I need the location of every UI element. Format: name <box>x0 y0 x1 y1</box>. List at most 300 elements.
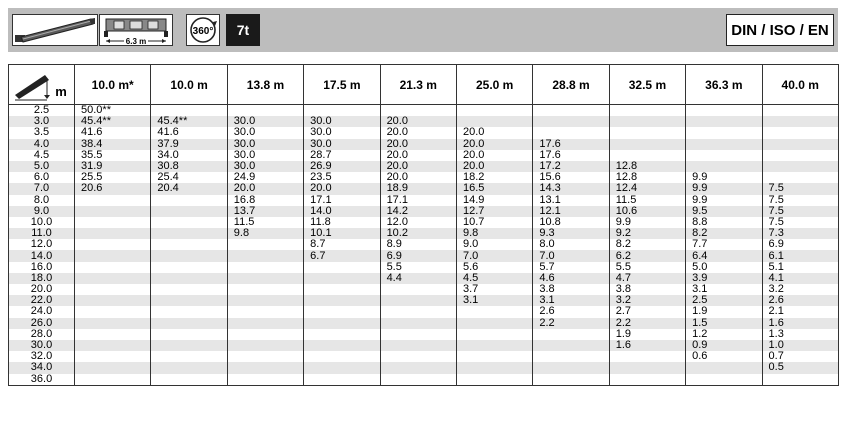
load-cell <box>456 318 532 329</box>
load-cell <box>456 362 532 373</box>
load-cell: 1.0 <box>762 340 838 351</box>
load-cell: 3.2 <box>762 284 838 295</box>
load-cell: 0.6 <box>686 351 762 362</box>
load-cell: 5.6 <box>456 262 532 273</box>
load-cell: 1.9 <box>609 329 685 340</box>
load-cell: 30.0 <box>227 116 303 127</box>
load-cell: 10.2 <box>380 228 456 239</box>
load-cell: 25.5 <box>75 172 151 183</box>
load-cell: 10.8 <box>533 217 609 228</box>
table-row <box>9 250 839 261</box>
radius-cell: 34.0 <box>9 362 75 373</box>
load-cell: 4.4 <box>380 273 456 284</box>
load-cell <box>227 262 303 273</box>
outrigger-span-label: 6.3 m <box>125 37 147 45</box>
load-cell <box>151 329 227 340</box>
load-cell: 11.5 <box>227 217 303 228</box>
load-cell <box>609 150 685 161</box>
load-cell: 5.7 <box>533 262 609 273</box>
load-cell <box>75 295 151 306</box>
load-cell <box>456 306 532 317</box>
load-cell: 31.9 <box>75 161 151 172</box>
load-cell <box>380 329 456 340</box>
table-row <box>9 273 839 284</box>
load-cell <box>75 340 151 351</box>
load-cell <box>227 284 303 295</box>
load-cell: 17.2 <box>533 161 609 172</box>
load-cell: 9.9 <box>686 183 762 194</box>
load-cell: 17.6 <box>533 139 609 150</box>
load-cell: 2.6 <box>533 306 609 317</box>
load-cell <box>686 116 762 127</box>
load-cell <box>533 127 609 138</box>
boom-length-header: 36.3 m <box>686 65 762 105</box>
load-cell: 7.0 <box>533 250 609 261</box>
table-row <box>9 161 839 172</box>
load-cell <box>304 351 380 362</box>
load-cell: 8.2 <box>609 239 685 250</box>
load-cell: 1.5 <box>686 318 762 329</box>
load-cell: 30.0 <box>304 127 380 138</box>
load-cell <box>762 105 838 117</box>
load-cell <box>227 329 303 340</box>
load-cell: 20.6 <box>75 183 151 194</box>
load-cell <box>304 318 380 329</box>
load-cell <box>151 374 227 386</box>
load-cell <box>380 105 456 117</box>
load-cell: 7.5 <box>762 206 838 217</box>
load-cell: 2.5 <box>686 295 762 306</box>
load-cell <box>686 127 762 138</box>
load-cell <box>304 284 380 295</box>
radius-cell: 2.5 <box>9 105 75 117</box>
load-cell: 30.0 <box>227 139 303 150</box>
load-cell: 1.6 <box>609 340 685 351</box>
boom-length-header: 10.0 m* <box>75 65 151 105</box>
load-cell <box>227 239 303 250</box>
boom-length-header: 40.0 m <box>762 65 838 105</box>
load-cell: 7.5 <box>762 217 838 228</box>
load-cell <box>304 105 380 117</box>
load-cell: 0.5 <box>762 362 838 373</box>
radius-cell: 3.5 <box>9 127 75 138</box>
load-cell: 20.0 <box>380 161 456 172</box>
load-cell <box>227 374 303 386</box>
radius-cell: 5.0 <box>9 161 75 172</box>
load-cell: 4.7 <box>609 273 685 284</box>
table-header-row <box>9 65 839 105</box>
table-row <box>9 374 839 386</box>
load-cell <box>762 150 838 161</box>
load-cell: 11.8 <box>304 217 380 228</box>
load-cell <box>380 362 456 373</box>
load-cell <box>75 217 151 228</box>
load-cell: 4.5 <box>456 273 532 284</box>
load-cell <box>762 139 838 150</box>
load-cell <box>380 374 456 386</box>
load-cell: 23.5 <box>304 172 380 183</box>
load-cell <box>151 228 227 239</box>
radius-cell: 10.0 <box>9 217 75 228</box>
load-cell <box>304 362 380 373</box>
table-row <box>9 228 839 239</box>
radius-cell: 11.0 <box>9 228 75 239</box>
boom-length-header: 32.5 m <box>609 65 685 105</box>
load-cell <box>75 374 151 386</box>
load-cell: 9.8 <box>227 228 303 239</box>
load-cell <box>609 362 685 373</box>
load-cell: 6.9 <box>762 239 838 250</box>
load-cell <box>151 217 227 228</box>
load-cell: 34.0 <box>151 150 227 161</box>
load-cell: 28.7 <box>304 150 380 161</box>
load-cell: 3.1 <box>686 284 762 295</box>
load-cell <box>686 362 762 373</box>
load-cell: 9.3 <box>533 228 609 239</box>
load-cell: 8.7 <box>304 239 380 250</box>
load-cell: 2.7 <box>609 306 685 317</box>
load-cell: 4.1 <box>762 273 838 284</box>
load-cell: 9.9 <box>686 172 762 183</box>
weight-badge: 7t <box>226 14 260 46</box>
load-cell <box>686 374 762 386</box>
load-cell <box>75 195 151 206</box>
load-cell <box>380 306 456 317</box>
load-cell <box>227 318 303 329</box>
load-cell <box>533 105 609 117</box>
load-cell <box>609 127 685 138</box>
load-cell <box>75 318 151 329</box>
load-cell: 11.5 <box>609 195 685 206</box>
load-cell <box>304 306 380 317</box>
table-row <box>9 206 839 217</box>
load-cell: 12.7 <box>456 206 532 217</box>
load-cell: 18.9 <box>380 183 456 194</box>
load-cell: 30.0 <box>227 127 303 138</box>
load-chart-table <box>8 64 839 386</box>
table-row <box>9 295 839 306</box>
load-cell: 5.1 <box>762 262 838 273</box>
load-cell: 20.4 <box>151 183 227 194</box>
radius-cell: 36.0 <box>9 374 75 386</box>
radius-cell: 4.5 <box>9 150 75 161</box>
load-cell <box>227 295 303 306</box>
load-cell <box>151 295 227 306</box>
load-cell <box>151 105 227 117</box>
load-cell <box>456 116 532 127</box>
radius-cell: 16.0 <box>9 262 75 273</box>
load-cell <box>304 329 380 340</box>
load-cell <box>151 351 227 362</box>
load-cell: 17.6 <box>533 150 609 161</box>
load-cell: 20.0 <box>456 150 532 161</box>
load-cell <box>762 127 838 138</box>
load-cell <box>380 340 456 351</box>
table-row <box>9 105 839 117</box>
load-cell: 20.0 <box>380 172 456 183</box>
load-cell <box>456 105 532 117</box>
radius-cell: 22.0 <box>9 295 75 306</box>
load-cell: 7.0 <box>456 250 532 261</box>
load-cell <box>762 172 838 183</box>
load-cell: 1.6 <box>762 318 838 329</box>
load-cell <box>456 340 532 351</box>
table-row <box>9 217 839 228</box>
load-cell <box>75 228 151 239</box>
table-row <box>9 172 839 183</box>
load-cell <box>533 362 609 373</box>
load-cell <box>762 161 838 172</box>
table-row <box>9 306 839 317</box>
load-cell <box>151 262 227 273</box>
load-cell <box>304 262 380 273</box>
load-cell: 14.9 <box>456 195 532 206</box>
radius-cell: 30.0 <box>9 340 75 351</box>
load-cell <box>75 206 151 217</box>
radius-cell: 28.0 <box>9 329 75 340</box>
load-cell: 12.8 <box>609 161 685 172</box>
load-cell <box>609 116 685 127</box>
radius-cell: 26.0 <box>9 318 75 329</box>
radius-cell: 6.0 <box>9 172 75 183</box>
load-cell: 50.0** <box>75 105 151 117</box>
load-cell: 10.1 <box>304 228 380 239</box>
load-cell: 9.9 <box>609 217 685 228</box>
load-cell <box>533 116 609 127</box>
table-row <box>9 340 839 351</box>
load-cell <box>227 250 303 261</box>
load-cell: 38.4 <box>75 139 151 150</box>
load-cell: 25.4 <box>151 172 227 183</box>
load-cell: 10.6 <box>609 206 685 217</box>
table-row <box>9 183 839 194</box>
load-cell <box>75 329 151 340</box>
load-cell <box>533 340 609 351</box>
load-cell <box>75 362 151 373</box>
load-cell: 12.0 <box>380 217 456 228</box>
load-cell: 10.7 <box>456 217 532 228</box>
load-cell <box>75 273 151 284</box>
load-cell: 14.2 <box>380 206 456 217</box>
load-cell: 20.0 <box>456 161 532 172</box>
load-cell: 30.0 <box>304 116 380 127</box>
load-cell: 37.9 <box>151 139 227 150</box>
table-row <box>9 318 839 329</box>
boom-length-header: 28.8 m <box>533 65 609 105</box>
radius-header <box>9 65 75 105</box>
table-row <box>9 362 839 373</box>
load-cell: 45.4** <box>151 116 227 127</box>
load-cell: 20.0 <box>304 183 380 194</box>
load-cell <box>75 306 151 317</box>
load-cell: 7.3 <box>762 228 838 239</box>
radius-cell: 7.0 <box>9 183 75 194</box>
rotation-label: 360° <box>192 26 214 37</box>
load-cell: 6.9 <box>380 250 456 261</box>
load-cell <box>686 105 762 117</box>
load-cell: 5.0 <box>686 262 762 273</box>
load-cell: 6.2 <box>609 250 685 261</box>
table-row <box>9 150 839 161</box>
load-cell: 20.0 <box>380 116 456 127</box>
load-cell: 9.0 <box>456 239 532 250</box>
table-row <box>9 351 839 362</box>
load-cell <box>762 374 838 386</box>
load-cell <box>533 329 609 340</box>
load-cell <box>227 306 303 317</box>
load-cell <box>533 374 609 386</box>
load-cell: 16.5 <box>456 183 532 194</box>
load-cell: 7.7 <box>686 239 762 250</box>
load-cell: 20.0 <box>227 183 303 194</box>
load-cell <box>304 374 380 386</box>
load-cell: 2.1 <box>762 306 838 317</box>
load-cell <box>151 306 227 317</box>
load-cell <box>151 362 227 373</box>
radius-cell: 9.0 <box>9 206 75 217</box>
load-cell <box>75 284 151 295</box>
table-row <box>9 284 839 295</box>
load-cell: 26.9 <box>304 161 380 172</box>
load-cell: 12.1 <box>533 206 609 217</box>
load-cell: 3.7 <box>456 284 532 295</box>
load-cell <box>380 284 456 295</box>
load-cell: 15.6 <box>533 172 609 183</box>
boom-length-header: 25.0 m <box>456 65 532 105</box>
load-cell <box>75 262 151 273</box>
load-cell <box>151 195 227 206</box>
load-cell <box>227 105 303 117</box>
rotation-360-icon <box>186 14 220 46</box>
load-cell: 16.8 <box>227 195 303 206</box>
load-cell: 6.1 <box>762 250 838 261</box>
load-cell: 9.2 <box>609 228 685 239</box>
load-cell <box>304 273 380 284</box>
load-cell: 8.9 <box>380 239 456 250</box>
load-cell: 41.6 <box>151 127 227 138</box>
load-cell: 12.8 <box>609 172 685 183</box>
load-cell: 30.0 <box>227 150 303 161</box>
radius-cell: 14.0 <box>9 250 75 261</box>
load-cell: 8.0 <box>533 239 609 250</box>
load-cell: 30.0 <box>227 161 303 172</box>
load-cell: 30.8 <box>151 161 227 172</box>
load-cell: 7.5 <box>762 195 838 206</box>
load-cell: 20.0 <box>380 150 456 161</box>
load-cell <box>151 284 227 295</box>
load-cell <box>686 150 762 161</box>
load-cell: 6.7 <box>304 250 380 261</box>
load-cell <box>762 116 838 127</box>
load-cell <box>456 329 532 340</box>
load-cell <box>456 374 532 386</box>
load-cell: 14.3 <box>533 183 609 194</box>
load-cell <box>75 351 151 362</box>
load-cell <box>227 362 303 373</box>
table-row <box>9 127 839 138</box>
load-cell: 17.1 <box>380 195 456 206</box>
load-cell: 12.4 <box>609 183 685 194</box>
load-cell: 13.1 <box>533 195 609 206</box>
load-cell <box>227 340 303 351</box>
load-cell <box>75 239 151 250</box>
load-cell <box>380 295 456 306</box>
load-cell: 13.7 <box>227 206 303 217</box>
load-cell: 3.8 <box>609 284 685 295</box>
load-cell <box>304 295 380 306</box>
load-cell <box>151 239 227 250</box>
load-cell: 2.2 <box>609 318 685 329</box>
load-cell: 17.1 <box>304 195 380 206</box>
boom-length-header: 21.3 m <box>380 65 456 105</box>
load-cell <box>304 340 380 351</box>
table-row <box>9 329 839 340</box>
radius-cell: 18.0 <box>9 273 75 284</box>
load-cell <box>533 351 609 362</box>
load-cell: 20.0 <box>380 127 456 138</box>
load-cell: 3.1 <box>456 295 532 306</box>
radius-unit: m <box>55 84 67 99</box>
load-cell <box>151 340 227 351</box>
load-cell: 41.6 <box>75 127 151 138</box>
load-cell: 14.0 <box>304 206 380 217</box>
radius-cell: 12.0 <box>9 239 75 250</box>
load-cell: 18.2 <box>456 172 532 183</box>
load-cell: 45.4** <box>75 116 151 127</box>
load-cell: 9.9 <box>686 195 762 206</box>
load-cell: 2.2 <box>533 318 609 329</box>
table-row <box>9 262 839 273</box>
load-cell <box>227 273 303 284</box>
load-cell: 1.9 <box>686 306 762 317</box>
outrigger-icon <box>99 14 173 46</box>
radius-cell: 4.0 <box>9 139 75 150</box>
standard-label: DIN / ISO / EN <box>726 14 834 46</box>
load-cell <box>609 351 685 362</box>
load-cell: 9.8 <box>456 228 532 239</box>
load-cell: 7.5 <box>762 183 838 194</box>
load-cell <box>151 318 227 329</box>
load-cell: 8.2 <box>686 228 762 239</box>
load-cell <box>686 161 762 172</box>
radius-cell: 3.0 <box>9 116 75 127</box>
telescopic-boom-icon <box>12 14 98 46</box>
radius-cell: 8.0 <box>9 195 75 206</box>
load-cell: 1.3 <box>762 329 838 340</box>
load-cell: 5.5 <box>380 262 456 273</box>
load-cell: 30.0 <box>304 139 380 150</box>
load-cell: 1.2 <box>686 329 762 340</box>
load-cell: 3.8 <box>533 284 609 295</box>
radius-cell: 24.0 <box>9 306 75 317</box>
load-cell: 3.1 <box>533 295 609 306</box>
load-cell <box>609 105 685 117</box>
load-cell <box>151 206 227 217</box>
radius-cell: 32.0 <box>9 351 75 362</box>
load-cell <box>456 351 532 362</box>
table-row <box>9 195 839 206</box>
load-cell <box>151 250 227 261</box>
load-cell: 0.9 <box>686 340 762 351</box>
load-cell <box>380 351 456 362</box>
boom-length-header: 10.0 m <box>151 65 227 105</box>
boom-length-header: 13.8 m <box>227 65 303 105</box>
header-bar <box>8 8 838 52</box>
load-cell: 3.2 <box>609 295 685 306</box>
load-cell: 5.5 <box>609 262 685 273</box>
load-cell: 24.9 <box>227 172 303 183</box>
boom-length-header: 17.5 m <box>304 65 380 105</box>
